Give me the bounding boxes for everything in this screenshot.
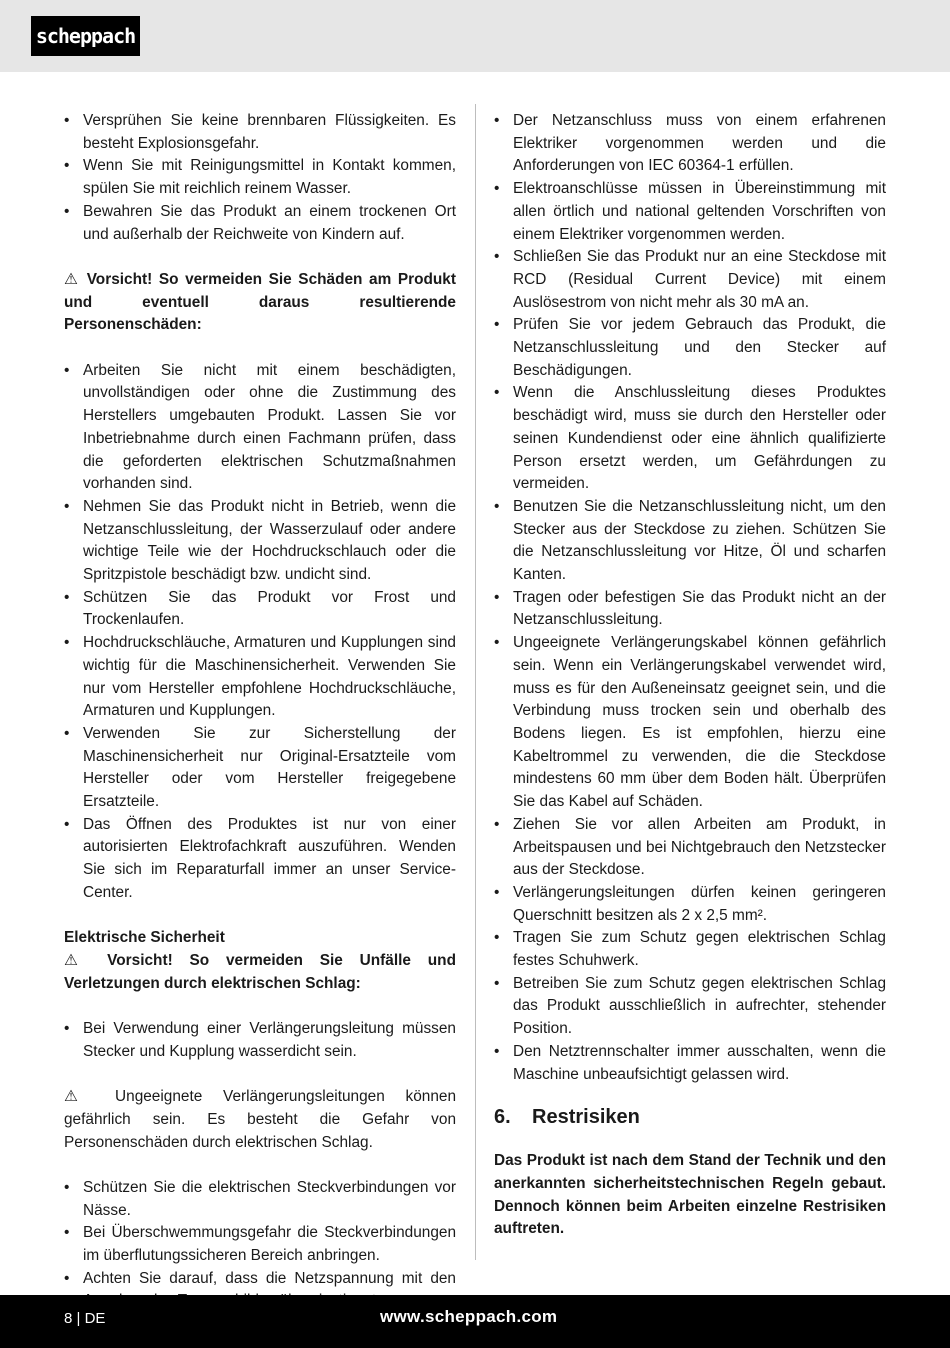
list-item (64, 201, 456, 246)
electrical-safety-heading: Elektrische Sicherheit (64, 929, 225, 947)
list-item-text: Ungeeignete Verlängerungskabel können gefährlich sein. Wenn ein Verlängerungskabel verwendet wird, muss es für den Außeneinsatz geeignet sein, und die Verbindung muss trocken sein und oberhalb des Bodens liegen. Es ist empfohlen, hierzu eine Kabeltrommel zu verwenden, die die Steckdose mindestens 60 mm über dem Boden hält. Überprüfen Sie das Kabel auf Schäden. (513, 634, 886, 811)
bullet-icon: • (494, 634, 500, 652)
bullet-icon: • (494, 1042, 500, 1060)
list-item (494, 178, 886, 246)
list-item-text: Bei Verwendung einer Verlängerungsleitung müssen Stecker und Kupplung wasserdicht sein. (83, 1020, 456, 1060)
right-column (494, 110, 886, 1241)
section-heading (494, 1104, 886, 1130)
list-item-text: Versprühen Sie keine brennbaren Flüssigkeiten. Es besteht Explosionsgefahr. (83, 112, 456, 152)
list-item (494, 382, 886, 496)
list-item-text: Ziehen Sie vor allen Arbeiten am Produkt, in Arbeitspausen und bei Nichtgebrauch den Netzstecker aus der Steckdose. (513, 815, 886, 879)
list-item (494, 882, 886, 927)
bullet-icon: • (494, 815, 500, 833)
list-item (494, 110, 886, 178)
bullet-icon: • (64, 724, 70, 742)
list-item-text: Tragen Sie zum Schutz gegen elektrischen Schlag festes Schuhwerk. (513, 929, 886, 970)
warning-triangle-icon: ⚠ (64, 951, 91, 969)
website-link[interactable]: www.scheppach.com (380, 1307, 558, 1326)
list-item (64, 587, 456, 632)
list-item (64, 1222, 456, 1267)
list-item-text: Den Netztrennschalter immer ausschalten, wenn die Maschine unbeaufsichtigt gelassen wird. (513, 1042, 886, 1083)
list-item-text: Wenn Sie mit Reinigungsmittel in Kontakt kommen, spülen Sie mit reichlich reinem Wasser. (83, 157, 456, 198)
list-item-text: Verwenden Sie zur Sicherstellung der Maschinensicherheit nur Original-Ersatzteile vom Hersteller oder vom Hersteller freigegebene Ersatzteile. (83, 724, 456, 811)
section-title: Restrisiken (532, 1106, 640, 1129)
care-list (64, 110, 456, 246)
list-item-text: Benutzen Sie die Netzanschlussleitung nicht, um den Stecker aus der Steckdose zu ziehen. Schützen Sie die Netzanschlussleitung vor Hitze, Öl und scharfen Kanten. (513, 497, 886, 584)
list-item-text: Prüfen Sie vor jedem Gebrauch das Produkt, die Netzanschlussleitung und den Stecker auf Beschädigungen. (513, 316, 886, 379)
list-item-text: Arbeiten Sie nicht mit einem beschädigten, unvollständigen oder ohne die Zustimmung des Herstellers umgebauten Produkt. Lassen Sie vor Inbetriebnahme durch einen Fachmann prüfen, dass die geforderten elektrischen Schutzmaßnahmen vorhanden sind. (83, 361, 456, 493)
bullet-icon: • (494, 248, 500, 266)
list-item-text: Wenn die Anschlussleitung dieses Produktes beschädigt wird, muss sie durch den Hersteller oder seinen Kundendienst oder eine ähnlich qualifizierte Person ersetzt werden, um Gefährdungen zu vermeiden. (513, 384, 886, 493)
bullet-icon: • (494, 588, 500, 606)
list-item (64, 155, 456, 200)
warning-text: Ungeeignete Verlängerungsleitungen können gefährlich sein. Es besteht die Gefahr von Personenschäden durch elektrischen Schlag. (64, 1088, 456, 1151)
list-item (64, 360, 456, 496)
list-item (64, 110, 456, 155)
page-number: 8 | DE (64, 1310, 106, 1327)
bullet-icon: • (64, 361, 70, 379)
bullet-icon: • (494, 384, 500, 402)
list-item-text: Das Öffnen des Produktes ist nur von einer autorisierten Elektrofachkraft auszuführen. Wenden Sie sich im Reparaturfall immer an unser Service-Center. (83, 815, 456, 901)
list-item-text: Verlängerungsleitungen dürfen keinen geringeren Querschnitt besitzen als 2 x 2,5 mm². (513, 883, 886, 924)
header-bar (0, 0, 950, 72)
bullet-icon: • (64, 1269, 70, 1287)
bullet-icon: • (494, 112, 500, 129)
bullet-icon: • (494, 497, 500, 515)
list-item (494, 1041, 886, 1086)
residual-risk-text: Das Produkt ist nach dem Stand der Technik und den anerkannten sicherheitstechnischen Regeln gebaut. Dennoch können beim Arbeiten einzelne Restrisiken auftreten. (494, 1152, 886, 1238)
bullet-icon: • (64, 815, 70, 833)
electric-shock-warning (64, 950, 456, 995)
product-damage-warning (64, 269, 456, 337)
bullet-icon: • (64, 634, 70, 652)
list-item (494, 246, 886, 314)
list-item (64, 1177, 456, 1222)
list-item-text: Nehmen Sie das Produkt nicht in Betrieb, wenn die Netzanschlussleitung, der Wasserzulauf oder andere wichtige Teile wie der Hochdruckschlauch oder die Spritzpistole beschädigt bzw. undicht sind. (83, 497, 456, 584)
extension-list (64, 1018, 456, 1063)
bullet-icon: • (64, 1020, 70, 1038)
list-item-text: Schützen Sie die elektrischen Steckverbindungen vor Nässe. (83, 1178, 456, 1219)
list-item-text: Elektroanschlüsse müssen in Übereinstimmung mit allen örtlich und national geltenden Vorschriften von einem Elektriker vorgenommen werden. (513, 180, 886, 243)
list-item (494, 632, 886, 814)
bullet-icon: • (494, 883, 500, 901)
bullet-icon: • (64, 1224, 70, 1242)
bullet-icon: • (64, 588, 70, 606)
list-item-text: Tragen oder befestigen Sie das Produkt nicht an der Netzanschlussleitung. (513, 588, 886, 629)
list-item-text: Betreiben Sie zum Schutz gegen elektrischen Schlag das Produkt ausschließlich in aufrechter, stehender Position. (513, 974, 886, 1038)
bullet-icon: • (64, 1178, 70, 1196)
scheppach-logo: scheppach (31, 16, 140, 56)
left-column (64, 110, 456, 1313)
bullet-icon: • (494, 180, 500, 198)
bullet-icon: • (64, 497, 70, 515)
list-item (494, 814, 886, 882)
warning-triangle-icon: ⚠ (64, 270, 81, 288)
list-item (64, 814, 456, 905)
list-item (494, 496, 886, 587)
bullet-icon: • (494, 974, 500, 992)
extension-cable-warning (64, 1086, 456, 1154)
list-item-text: Schützen Sie das Produkt vor Frost und Trockenlaufen. (83, 588, 456, 629)
product-safety-list (64, 360, 456, 905)
list-item (64, 496, 456, 587)
list-item (494, 973, 886, 1041)
list-item-text: Schließen Sie das Produkt nur an eine Steckdose mit RCD (Residual Current Device) mit einem Auslösestrom von nicht mehr als 30 mA an. (513, 248, 886, 311)
list-item (494, 314, 886, 382)
list-item-text: Der Netzanschluss muss von einem erfahrenen Elektriker vorgenommen werden und die Anforderungen von IEC 60364-1 erfüllen. (513, 112, 886, 175)
list-item (494, 587, 886, 632)
list-item (64, 723, 456, 814)
mains-connection-list (494, 110, 886, 1086)
footer-bar (0, 1295, 950, 1348)
connector-list (64, 1177, 456, 1313)
list-item (64, 632, 456, 723)
bullet-icon: • (64, 112, 70, 129)
list-item-text: Bewahren Sie das Produkt an einem trockenen Ort und außerhalb der Reichweite von Kindern auf. (83, 202, 456, 243)
warning-text: Vorsicht! So vermeiden Sie Unfälle und Verletzungen durch elektrischen Schlag: (64, 951, 456, 992)
warning-text: Vorsicht! So vermeiden Sie Schäden am Produkt und eventuell daraus resultierende Personenschäden: (64, 270, 456, 334)
list-item-text: Hochdruckschläuche, Armaturen und Kupplungen sind wichtig für die Maschinensicherheit. Verwenden Sie nur vom Hersteller empfohlene Hochdruckschläuche, Armaturen und Kupplungen. (83, 634, 456, 720)
bullet-icon: • (64, 157, 70, 175)
warning-triangle-icon: ⚠ (64, 1088, 95, 1106)
column-divider (475, 104, 476, 1260)
list-item-text: Achten Sie darauf, dass die Netzspannung mit den (83, 1269, 456, 1287)
list-item-text: Bei Überschwemmungsgefahr die Steckverbindungen im überflutungssicheren Bereich anbringen. (83, 1224, 456, 1265)
section-number: 6. (494, 1106, 511, 1129)
bullet-icon: • (494, 929, 500, 947)
list-item (64, 1018, 456, 1063)
bullet-icon: • (64, 202, 70, 220)
list-item (494, 927, 886, 972)
bullet-icon: • (494, 316, 500, 334)
